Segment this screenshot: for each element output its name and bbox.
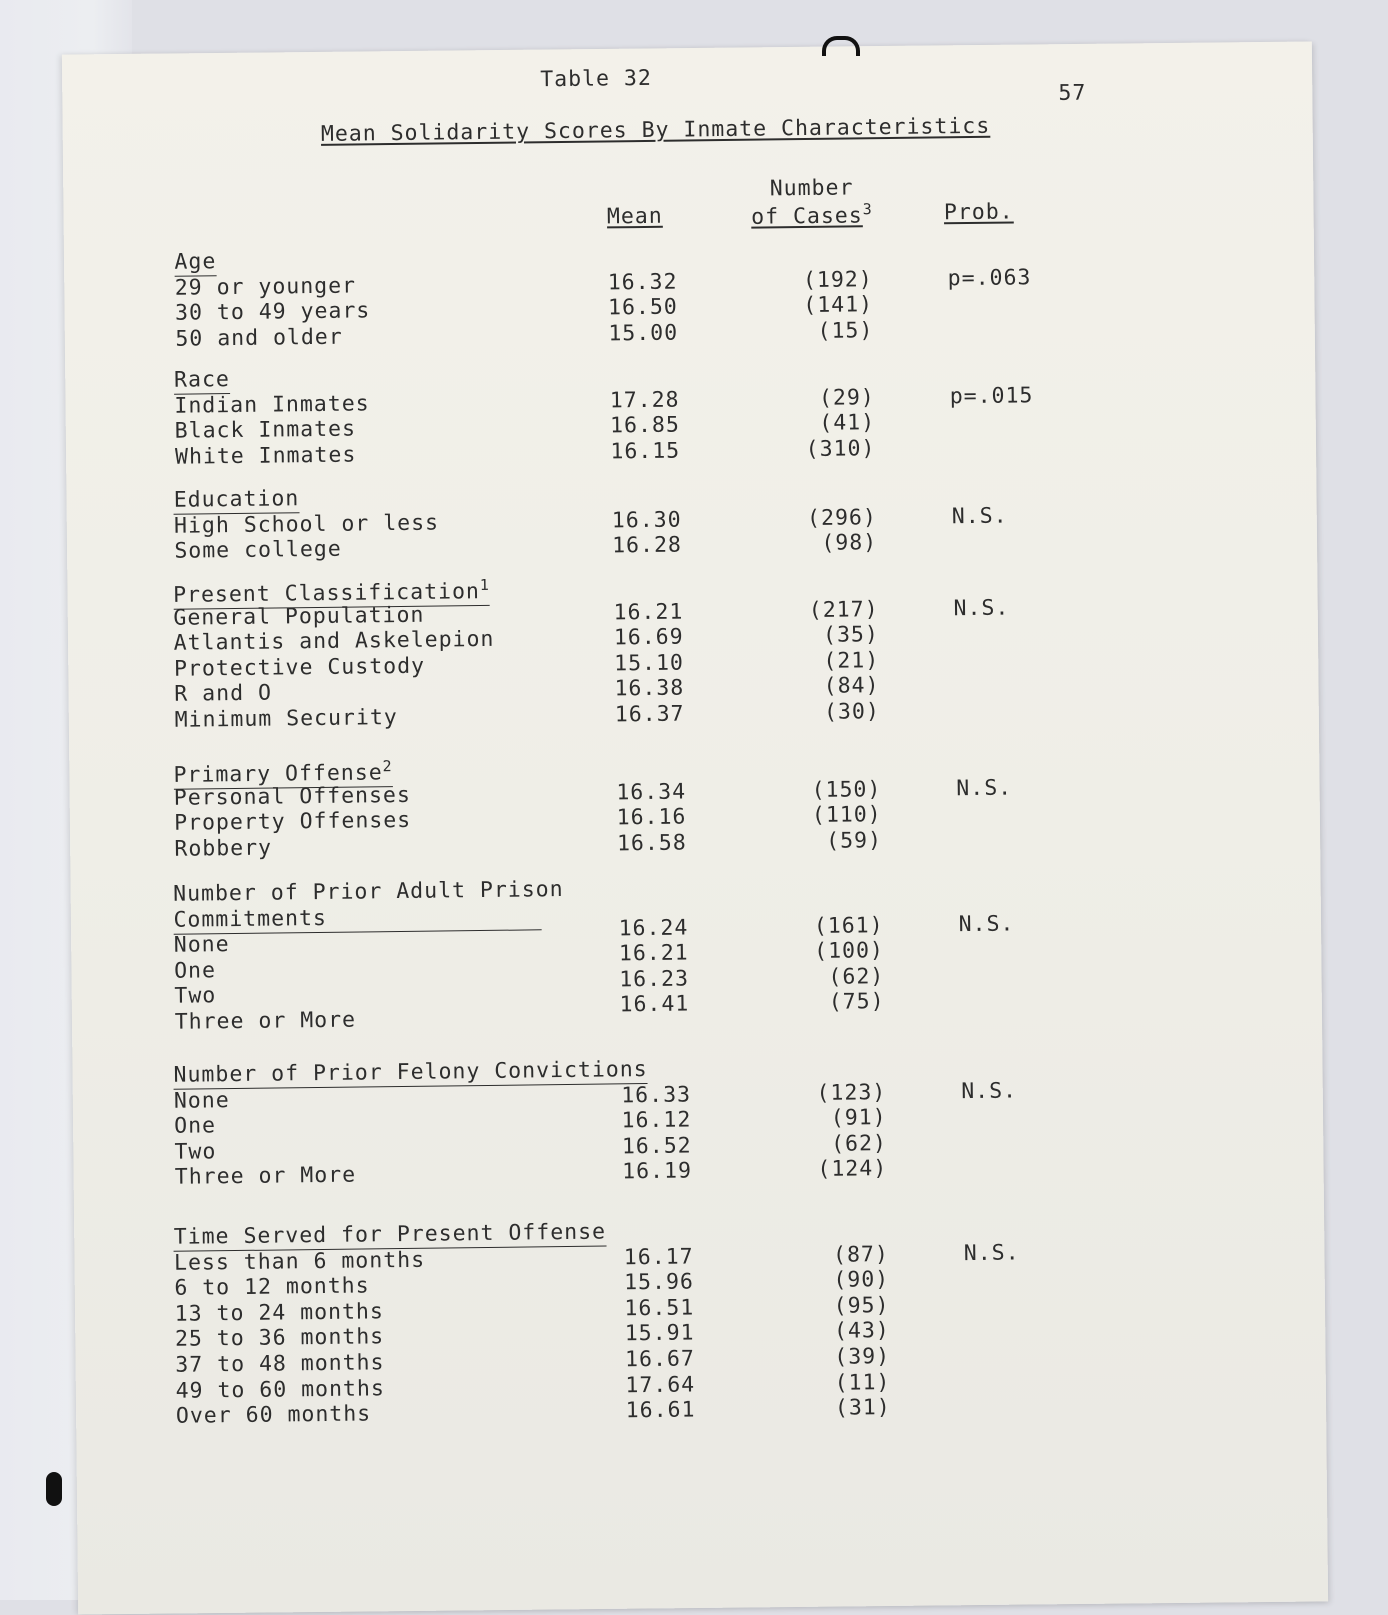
- row-cases: (21): [823, 647, 880, 674]
- row-label: Two: [174, 1139, 217, 1165]
- row-mean: 15.91: [624, 1320, 695, 1347]
- row-label: Property Offenses: [173, 808, 412, 836]
- section-prob: N.S.: [951, 503, 1008, 529]
- row-mean: 16.19: [622, 1158, 693, 1185]
- row-cases: (100): [814, 938, 885, 965]
- row-mean: 15.10: [614, 650, 685, 677]
- row-cases: (35): [822, 622, 880, 649]
- row-mean: 16.69: [613, 624, 684, 651]
- row-cases: (124): [817, 1156, 888, 1183]
- section-heading-text: Education: [173, 486, 300, 513]
- header-mean: Mean: [606, 203, 663, 230]
- row-label: Black Inmates: [174, 416, 357, 444]
- section-prob: N.S.: [956, 775, 1013, 801]
- row-label: Two: [174, 983, 217, 1010]
- header-cases-footnote: 3: [862, 200, 873, 219]
- row-cases: (31): [834, 1395, 891, 1421]
- row-label: 30 to 49 years: [174, 298, 371, 326]
- row-cases: (123): [816, 1079, 887, 1106]
- row-mean: 16.58: [616, 830, 687, 857]
- row-cases: (98): [821, 530, 878, 557]
- section-prob: N.S.: [961, 1078, 1018, 1104]
- footnote-marker: 1: [479, 575, 490, 595]
- row-mean: 16.32: [607, 269, 678, 296]
- row-label: Robbery: [174, 835, 273, 862]
- row-cases: (62): [830, 1130, 888, 1157]
- row-label: Protective Custody: [173, 653, 426, 682]
- row-mean: 16.15: [610, 438, 681, 465]
- row-label: 49 to 60 months: [175, 1375, 385, 1404]
- row-label: Over 60 months: [175, 1401, 372, 1429]
- row-cases: (141): [803, 292, 874, 319]
- row-label: 50 and older: [175, 324, 343, 352]
- row-mean: 16.21: [618, 940, 689, 967]
- page-number: 57: [1058, 80, 1087, 106]
- header-cases-line1: Number: [769, 175, 854, 202]
- section-heading: [174, 367, 230, 395]
- row-mean: 16.34: [616, 779, 687, 805]
- row-mean: 16.67: [624, 1346, 695, 1373]
- row-mean: 16.30: [611, 507, 682, 533]
- row-mean: 16.33: [621, 1082, 692, 1108]
- row-label: Less than 6 months: [173, 1247, 426, 1276]
- section-heading-text: Race: [173, 367, 231, 393]
- row-cases: (43): [833, 1318, 890, 1345]
- row-label: Personal Offenses: [173, 782, 412, 811]
- row-mean: 16.51: [624, 1295, 695, 1322]
- row-label: Three or More: [174, 1007, 357, 1035]
- row-cases: (192): [802, 266, 873, 293]
- section-prob: N.S.: [958, 911, 1015, 937]
- row-mean: 16.52: [621, 1133, 692, 1160]
- row-label: 37 to 48 months: [175, 1350, 385, 1378]
- row-cases: (29): [818, 384, 875, 411]
- section-prob: p=.015: [949, 382, 1034, 409]
- row-mean: 16.41: [619, 991, 690, 1018]
- row-label: R and O: [174, 680, 273, 708]
- row-mean: 16.24: [618, 915, 689, 942]
- section-prob: p=.063: [947, 264, 1032, 291]
- row-mean: 16.17: [623, 1244, 694, 1270]
- row-cases: (39): [834, 1344, 891, 1370]
- section-heading-text: Age: [174, 249, 217, 275]
- footnote-marker: 2: [382, 757, 393, 776]
- row-mean: 16.16: [616, 804, 687, 831]
- section-heading-line2-text: Commitments: [173, 905, 328, 933]
- section-prob: N.S.: [963, 1240, 1020, 1266]
- row-label: 6 to 12 months: [174, 1273, 370, 1301]
- header-prob: Prob.: [943, 199, 1014, 226]
- row-cases: (87): [832, 1241, 889, 1268]
- header-cases-line2: of Cases: [751, 203, 863, 230]
- row-cases: (15): [817, 317, 874, 344]
- row-cases: (161): [813, 912, 884, 939]
- row-cases: (217): [808, 596, 879, 623]
- row-mean: 16.28: [612, 532, 683, 559]
- row-mean: 16.85: [609, 412, 680, 439]
- row-cases: (75): [828, 989, 885, 1016]
- row-label: Three or More: [174, 1162, 357, 1191]
- row-cases: (30): [823, 699, 880, 725]
- section-heading: [173, 1057, 647, 1090]
- row-cases: (310): [805, 435, 876, 462]
- row-cases: (59): [826, 827, 883, 854]
- row-mean: 15.96: [624, 1269, 695, 1296]
- table-title: Mean Solidarity Scores By Inmate Characteristics: [320, 113, 991, 147]
- row-label: General Population: [173, 602, 425, 631]
- row-cases: (62): [828, 963, 885, 990]
- table-label: Table 32: [540, 65, 652, 93]
- section-heading: [174, 249, 216, 277]
- row-mean: 16.23: [619, 966, 690, 993]
- row-mean: 17.64: [625, 1372, 696, 1398]
- section-heading: Number of Prior Adult Prison: [173, 877, 564, 907]
- row-label: 13 to 24 months: [174, 1299, 385, 1327]
- row-cases: (95): [833, 1292, 890, 1319]
- row-label: 29 or younger: [174, 273, 357, 301]
- header-cases: [746, 175, 877, 230]
- row-label: High School or less: [173, 510, 440, 539]
- row-mean: 17.28: [609, 387, 680, 414]
- row-mean: 16.21: [613, 599, 684, 625]
- binder-ring-top: [822, 36, 860, 56]
- row-mean: 16.37: [614, 701, 685, 728]
- section-prob: N.S.: [953, 595, 1010, 621]
- row-cases: (91): [830, 1105, 887, 1131]
- row-cases: (84): [823, 673, 880, 700]
- row-cases: (296): [806, 504, 877, 531]
- row-label: None: [173, 932, 230, 958]
- row-cases: (150): [811, 776, 882, 803]
- row-label: White Inmates: [174, 442, 357, 470]
- row-label: None: [173, 1087, 230, 1114]
- row-cases: (41): [819, 410, 876, 437]
- row-label: Atlantis and Askelepion: [173, 627, 495, 656]
- row-cases: (110): [811, 802, 882, 829]
- row-mean: 16.12: [621, 1107, 692, 1134]
- row-label: Indian Inmates: [174, 390, 370, 419]
- row-label: Minimum Security: [174, 705, 398, 733]
- section-heading-text: Number of Prior Felony Convictions: [173, 1056, 648, 1088]
- row-label: Some college: [174, 536, 342, 564]
- row-label: One: [173, 958, 217, 984]
- binder-ring-left: [46, 1472, 62, 1506]
- row-mean: 16.38: [614, 675, 685, 702]
- section-heading-line2: [173, 903, 541, 934]
- row-mean: 16.61: [625, 1397, 696, 1424]
- section-heading-text: Primary Offense: [173, 760, 383, 788]
- row-mean: 16.50: [607, 294, 678, 321]
- row-cases: (11): [834, 1369, 891, 1396]
- row-mean: 15.00: [608, 320, 679, 347]
- row-cases: (90): [833, 1267, 890, 1293]
- section-heading-text: Present Classification: [172, 579, 481, 608]
- row-label: One: [174, 1113, 217, 1139]
- section-heading-text: Time Served for Present Offense: [173, 1219, 607, 1250]
- row-label: 25 to 36 months: [174, 1324, 385, 1353]
- section-heading: [174, 486, 300, 515]
